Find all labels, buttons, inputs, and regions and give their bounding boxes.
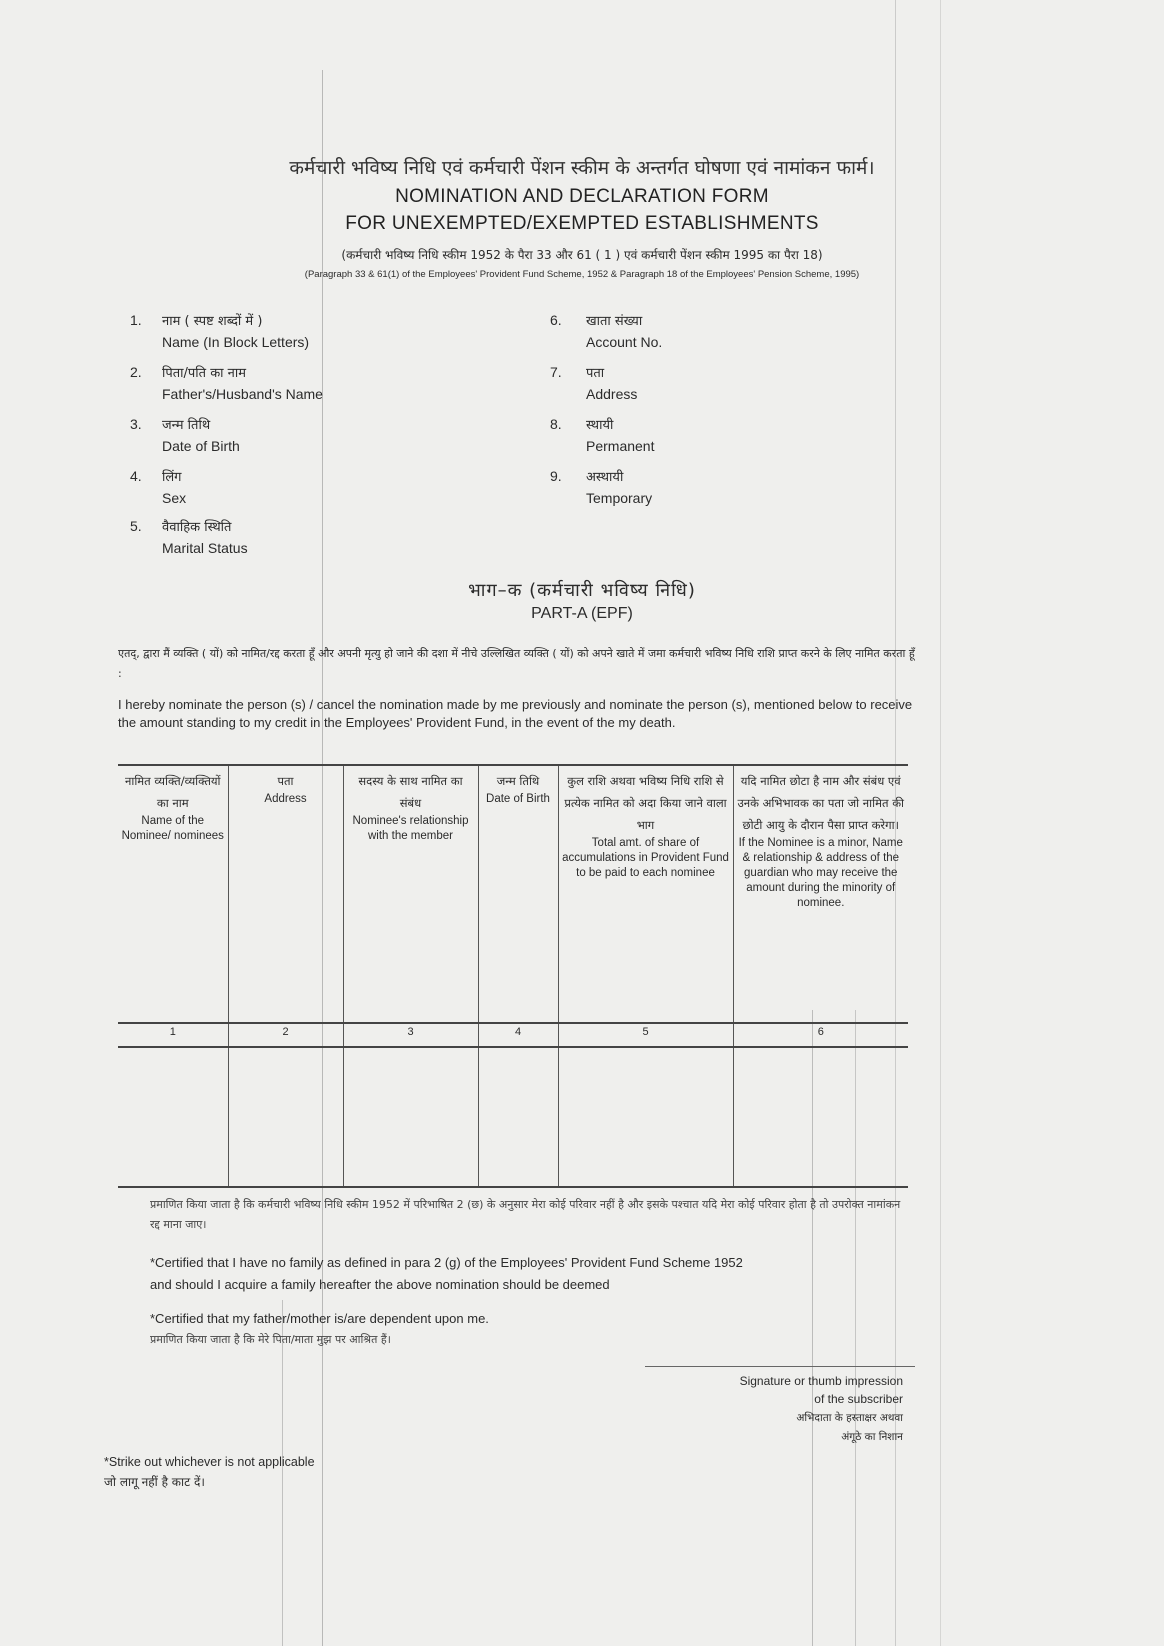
form-title: NOMINATION AND DECLARATION FORM	[395, 186, 769, 207]
signature-line	[645, 1366, 915, 1367]
certification-family-line1: *Certified that I have no family as defined in para 2 (g) of the Employees' Provident Fund Scheme 1952	[150, 1255, 743, 1270]
column-number: 5	[558, 1023, 733, 1047]
column-header-address: पता Address	[228, 765, 343, 1023]
table-cell[interactable]	[733, 1047, 908, 1187]
column-header-relationship: सदस्य के साथ नामित का संबंध Nominee's relationship with the member	[343, 765, 478, 1023]
certification-parents: *Certified that my father/mother is/are dependent upon me.	[150, 1311, 489, 1326]
nominee-table	[118, 764, 908, 1188]
table-cell[interactable]	[558, 1047, 733, 1187]
column-number-row	[118, 1023, 908, 1047]
certification-parents-hindi: प्रमाणित किया जाता है कि मेरे पिता/माता मुझ पर आश्रित हैं।	[150, 1333, 391, 1346]
declaration: I hereby nominate the person (s) / cancel the nomination made by me previously and nominate the person (s), mentioned below to receive the amount standing to my credit in the Employees' Provident Fund, in the event of the my death.	[118, 697, 913, 730]
part-a-title-hindi: भाग–क (कर्मचारी भविष्य निधि)	[468, 580, 696, 601]
signature-block: Signature or thumb impression of the subscriber अभिदाता के हस्ताक्षर अथवा अंगूठे का निशान	[739, 1374, 903, 1443]
column-header-share: कुल राशि अथवा भविष्य निधि राशि से प्रत्येक नामित को अदा किया जाने वाला भाग Total amt. of share of accumulations in Provident Fund to be paid to each nominee	[558, 765, 733, 1023]
certification-family-line2: and should I acquire a family hereafter the above nomination should be deemed	[150, 1277, 610, 1292]
table-row	[118, 1047, 908, 1187]
column-header-name: नामित व्यक्ति/व्यक्तियों का नाम Name of the Nominee/ nominees	[118, 765, 228, 1023]
column-number: 2	[228, 1023, 343, 1047]
part-a-title: PART-A (EPF)	[531, 605, 633, 622]
paragraph-reference-hindi: (कर्मचारी भविष्य निधि स्कीम 1952 के पैरा 33 और 61 ( 1 ) एवं कर्मचारी पेंशन स्कीम 1995 का पैरा 18)	[341, 248, 823, 262]
form-page: कर्मचारी भविष्य निधि एवं कर्मचारी पेंशन स्कीम के अन्तर्गत घोषणा एवं नामांकन फार्म। NOMINATION AND DECLARATION FORM FOR UNEXEMPTED/EXEMPTED ESTABLISHMENTS (कर्मचारी भविष्य निधि स्कीम 1952 के पैरा 33 और 61 ( 1 ) एवं कर्मचारी पेंशन स्कीम 1995 का पैरा 18) (Paragraph 33 & 61(1) of the Employees' Provident Fund Scheme, 1952 & Paragraph 18 of the Employees' Pension Scheme, 1995) 1. नाम ( स्पष्ट शब्दों में ) Name (In Block Letters) 2. पिता/पति का नाम Father's/Husband's Name 3. जन्म तिथि Date of Birth 4. लिंग Sex 5. वैवाहिक स्थिति Marital Status 6. खाता संख्या Account No. 7. पता Address 8. स्थायी Permanent 9. अस्थायी Temporary भाग–क (कर्मचारी भविष्य निधि) PART-A (EPF) एतद्, द्वारा मैं व्यक्ति ( यों) को नामित/रद्द करता हूँ और अपनी मृत्यु हो जाने की दशा में नीचे उल्लिखित व्यक्ति ( यों) को अपने खाते में जमा कर्मचारी भविष्य निधि राशि प्राप्त करने के लिए नामित करता हूँ : I hereby nominate the person (s) / cancel the nomination made by me previously and nominate the person (s), mentioned below to receive the amount standing to my credit in the Employees' Provident Fund, in the event of the my death. नामित व्यक्ति/व्यक्तियों का नाम Name of the Nominee/ nominees पता Address सदस्य के साथ नामित का संबंध Nominee's relationship with the member जन्म तिथि Date of Birth कुल राशि अथवा भविष्य निधि राशि से प्रत्येक नामित को अदा किया जाने वाला भाग Total amt. of share of accumulations in Provident Fund to be paid to each nominee यदि नामित छोटा है नाम और संबंध एवं उनके अभिभावक का पता जो नामित की छोटी आयु के दौरान पैसा प्राप्त करेगा। If the Nominee is a minor, Name & relationship & address of the guardian who may receive the amount during the minority of nominee. 1 2 3 4 5 6 प्रमाणित किया जाता है कि कर्मचारी भविष्य निधि स्कीम 1952 में परिभाषित 2 (छ) के अनुसार मेरा कोई परिवार नहीं है और इसके पश्चात यदि मेरा कोई परिवार होता है तो उपरोक्त नामांकन रद्द माना जाए। *Certified that I have no family as defined in para 2 (g) of the Employees' Provident Fund Scheme 1952 and should I acquire a family hereafter the above nomination should be deemed *Certified that my father/mother is/are dependent upon me. प्रमाणित किया जाता है कि मेरे पिता/माता मुझ पर आश्रित हैं। Signature or thumb impression of the subscriber अभिदाता के हस्ताक्षर अथवा अंगूठे का निशान *Strike out whichever is not applicable जो लागू नहीं है काट दें।	[0, 0, 1164, 1646]
column-number: 6	[733, 1023, 908, 1047]
paragraph-reference: (Paragraph 33 & 61(1) of the Employees' Provident Fund Scheme, 1952 & Paragraph 18 of the Employees' Pension Scheme, 1995)	[304, 269, 860, 280]
column-number: 3	[343, 1023, 478, 1047]
column-header-date-of-birth: जन्म तिथि Date of Birth	[478, 765, 558, 1023]
table-cell[interactable]	[478, 1047, 558, 1187]
table-cell[interactable]	[118, 1047, 228, 1187]
table-cell[interactable]	[343, 1047, 478, 1187]
table-cell[interactable]	[228, 1047, 343, 1187]
column-number: 1	[118, 1023, 228, 1047]
column-number: 4	[478, 1023, 558, 1047]
footnote: *Strike out whichever is not applicable जो लागू नहीं है काट दें।	[104, 1455, 315, 1489]
column-header-guardian: यदि नामित छोटा है नाम और संबंध एवं उनके अभिभावक का पता जो नामित की छोटी आयु के दौरान पैसा प्राप्त करेगा। If the Nominee is a minor, Name & relationship & address of the guardian who may receive the amount during the minority of nominee.	[733, 765, 908, 1023]
form-title-hindi: कर्मचारी भविष्य निधि एवं कर्मचारी पेंशन स्कीम के अन्तर्गत घोषणा एवं नामांकन फार्म।	[289, 157, 875, 179]
form-subtitle: FOR UNEXEMPTED/EXEMPTED ESTABLISHMENTS	[345, 213, 819, 234]
certification-family-hindi: प्रमाणित किया जाता है कि कर्मचारी भविष्य निधि स्कीम 1952 में परिभाषित 2 (छ) के अनुसार मेरा कोई परिवार नहीं है और इसके पश्चात यदि मेरा कोई परिवार होता है तो उपरोक्त नामांकन रद्द माना जाए।	[150, 1198, 901, 1231]
table-header-row	[118, 765, 908, 1023]
declaration-hindi: एतद्, द्वारा मैं व्यक्ति ( यों) को नामित/रद्द करता हूँ और अपनी मृत्यु हो जाने की दशा में नीचे उल्लिखित व्यक्ति ( यों) को अपने खाते में जमा कर्मचारी भविष्य निधि राशि प्राप्त करने के लिए नामित करता हूँ :	[118, 647, 915, 680]
